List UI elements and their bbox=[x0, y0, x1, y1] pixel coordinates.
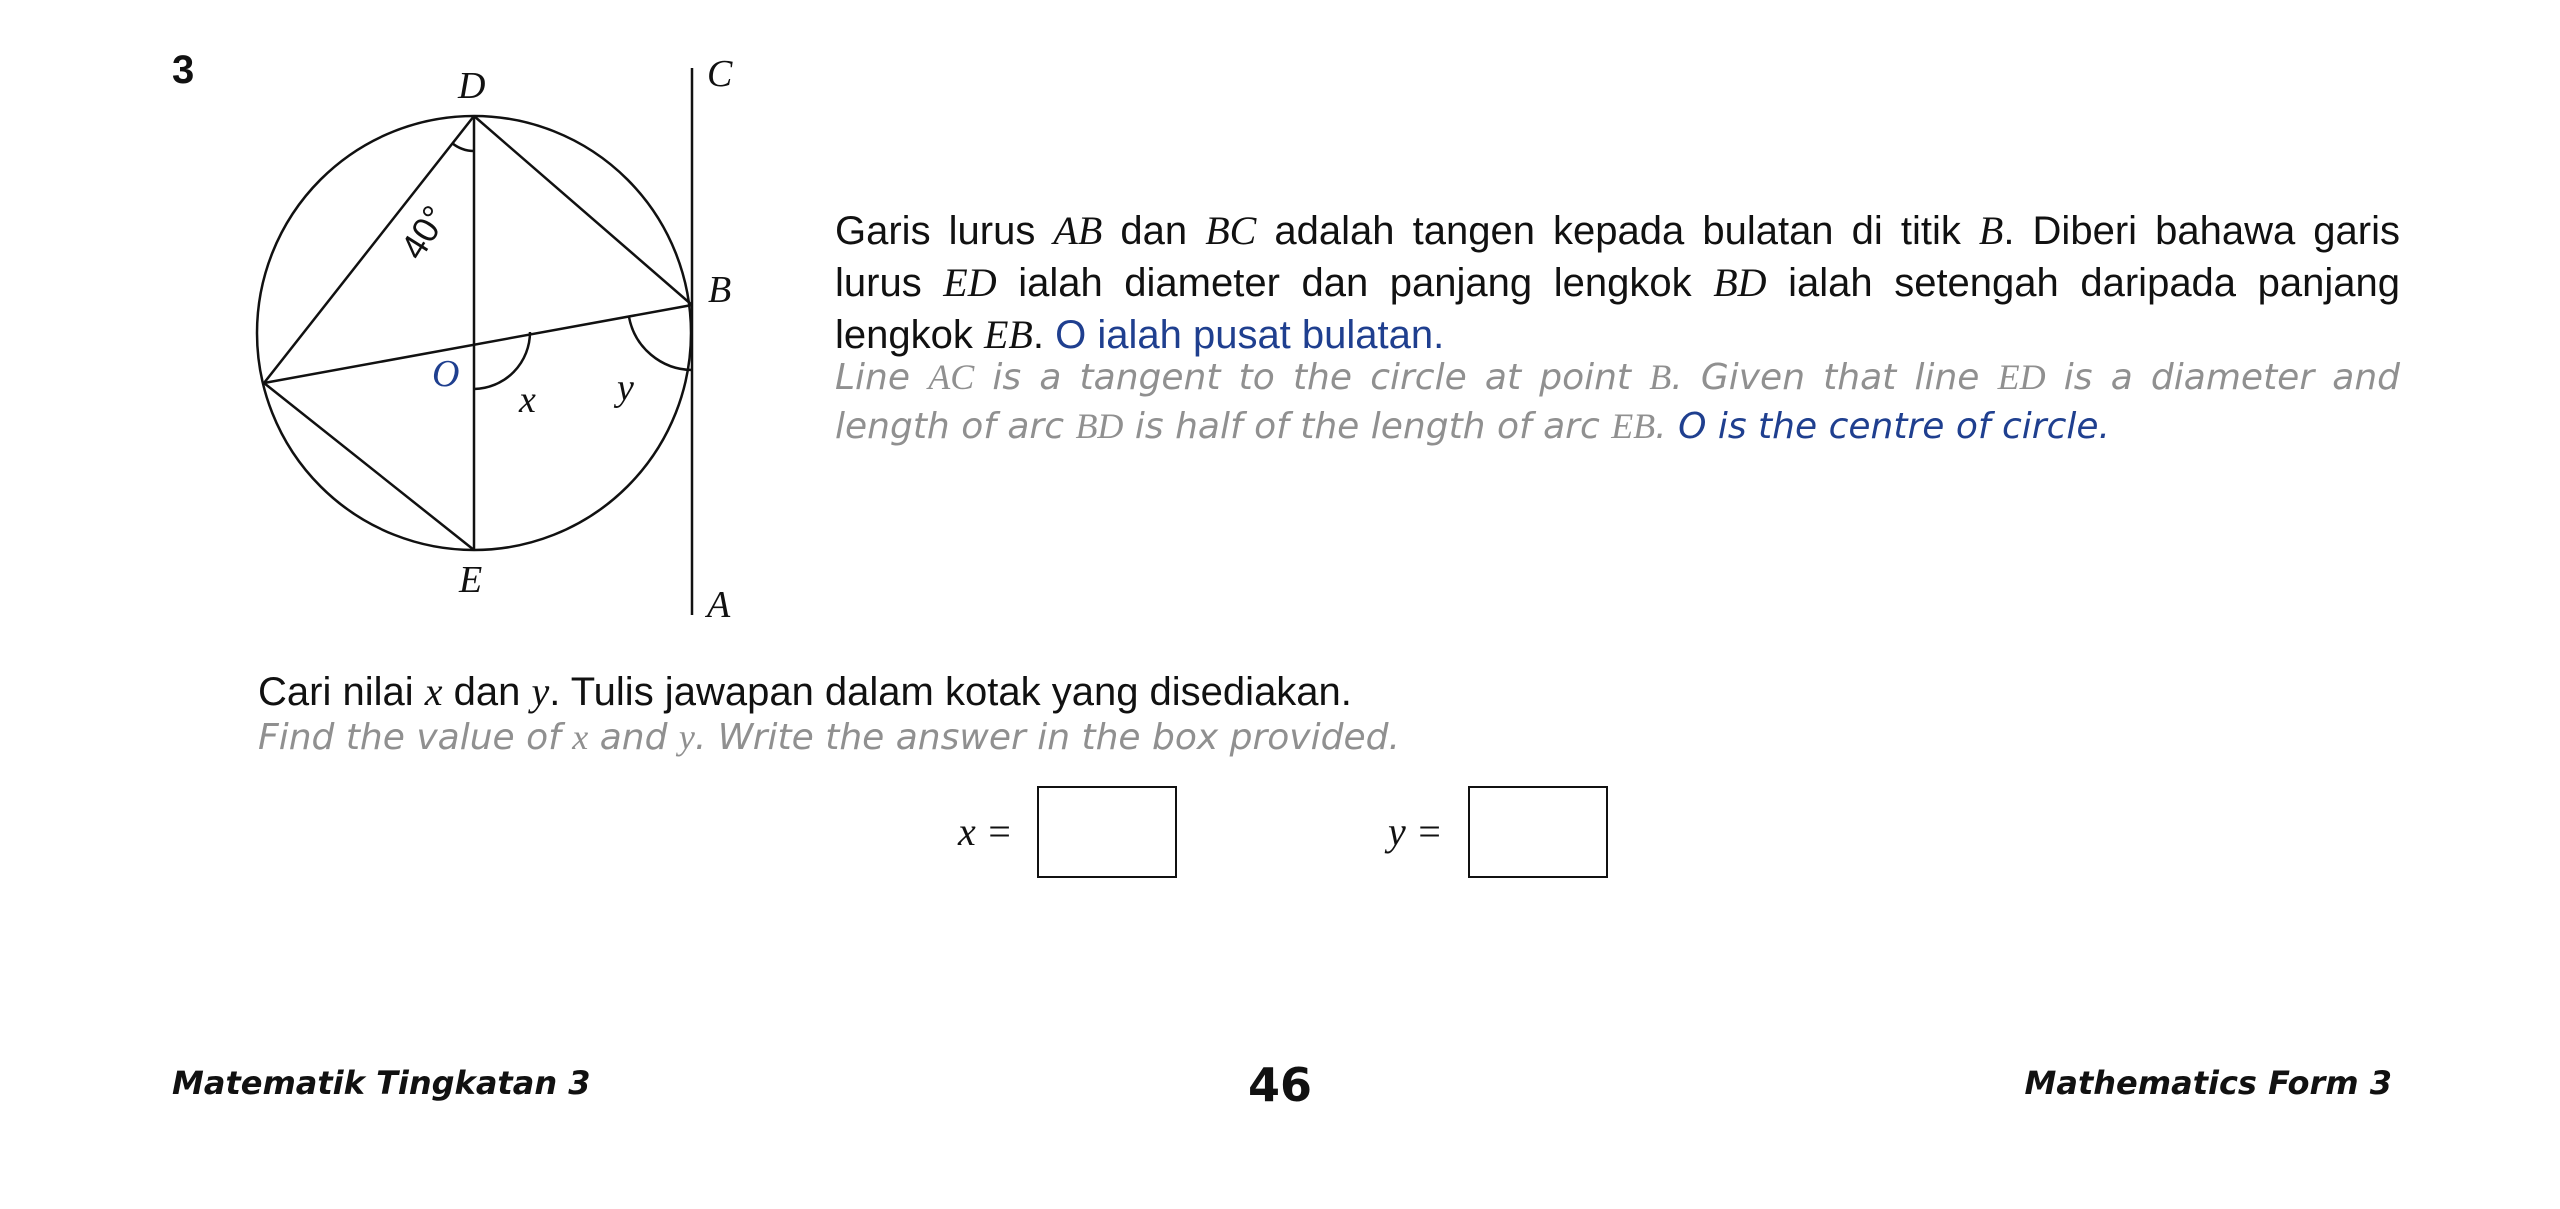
chord-left-e bbox=[264, 383, 474, 550]
angle-arc-40 bbox=[452, 143, 474, 151]
label-a: A bbox=[707, 584, 731, 626]
question-malay: Cari nilai x dan y. Tulis jawapan dalam kotak yang disediakan. bbox=[258, 669, 1352, 714]
label-o: O bbox=[432, 353, 460, 395]
circle-diagram bbox=[0, 0, 760, 640]
answer-y-label: y = bbox=[1388, 809, 1443, 854]
chord-d-left bbox=[264, 116, 474, 383]
angle-label-x: x bbox=[519, 379, 536, 421]
label-c: C bbox=[707, 53, 733, 95]
question-english: Find the value of x and y. Write the answer in the box provided. bbox=[258, 717, 1400, 758]
angle-arc-y bbox=[629, 317, 692, 370]
answer-y-box[interactable] bbox=[1468, 786, 1608, 878]
answer-x-label: x = bbox=[958, 809, 1013, 854]
centre-note-english: O is the centre of circle. bbox=[1678, 406, 2110, 447]
statement-malay: Garis lurus AB dan BC adalah tangen kepada bulatan di titik B. Diberi bahawa garis lurus ED ialah diameter dan panjang lengkok BD ialah setengah daripada panjang lengkok EB. O ialah pusat bulatan. bbox=[835, 208, 2400, 357]
question-number: 3 bbox=[172, 48, 195, 92]
label-b: B bbox=[708, 269, 732, 311]
label-d: D bbox=[458, 65, 486, 107]
label-e: E bbox=[459, 559, 483, 601]
angle-label-40: 40° bbox=[392, 198, 456, 267]
statement-english: Line AC is a tangent to the circle at point B. Given that line ED is a diameter and length of arc BD is half of the length of arc EB. O is the centre of circle. bbox=[835, 357, 2401, 447]
answer-x-box[interactable] bbox=[1037, 786, 1177, 878]
footer-left: Matematik Tingkatan 3 bbox=[172, 1064, 591, 1102]
footer-right: Mathematics Form 3 bbox=[2024, 1064, 2392, 1102]
centre-note-malay: O ialah pusat bulatan. bbox=[1055, 313, 1445, 357]
page-number: 46 bbox=[1247, 1058, 1312, 1112]
angle-label-y: y bbox=[617, 367, 634, 409]
